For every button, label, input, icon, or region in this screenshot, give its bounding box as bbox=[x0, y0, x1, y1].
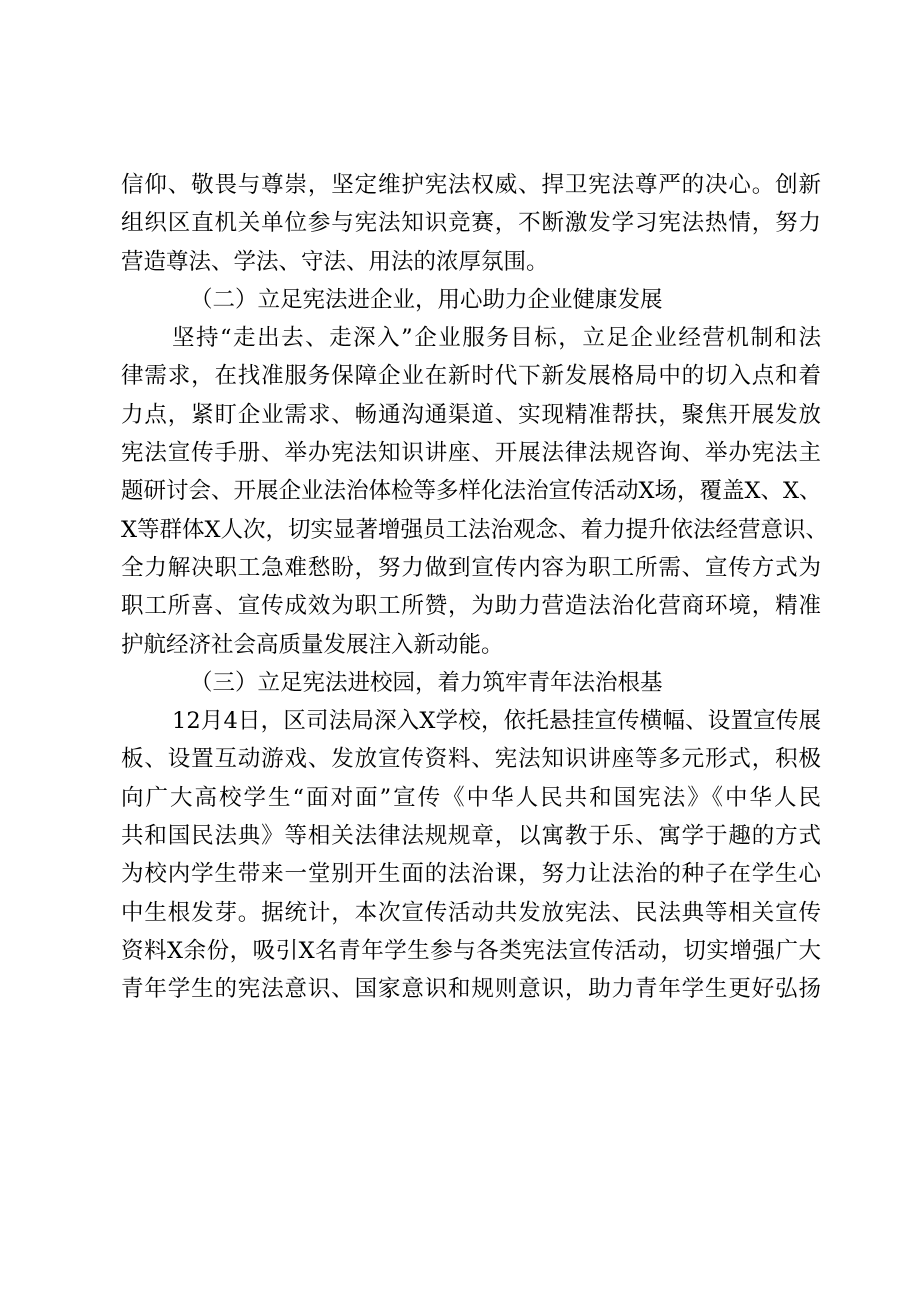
text-line: 宪法宣传手册、举办宪法知识讲座、开展法律法规咨询、举办宪法主 bbox=[121, 440, 821, 467]
text-line: 中生根发芽。据统计，本次宣传活动共发放宪法、民法典等相关宣传 bbox=[121, 899, 821, 926]
section-heading-enterprise: （二）立足宪法进企业，用心助力企业健康发展 bbox=[190, 286, 663, 313]
text-line: 为校内学生带来一堂别开生面的法治课，努力让法治的种子在学生心 bbox=[121, 861, 821, 888]
text-line: 信仰、敬畏与尊崇，坚定维护宪法权威、捍卫宪法尊严的决心。创新 bbox=[121, 172, 821, 198]
text-line: 资料X余份，吸引X名青年学生参与各类宪法宣传活动，切实增强广大 bbox=[121, 937, 821, 964]
text-line: X等群体X人次，切实显著增强员工法治观念、着力提升依法经营意识、 bbox=[121, 516, 829, 543]
section-heading-campus: （三）立足宪法进校园，着力筑牢青年法治根基 bbox=[190, 669, 663, 696]
text-line: 共和国民法典》等相关法律法规规章，以寓教于乐、寓学于趣的方式 bbox=[121, 823, 821, 850]
text-line: 坚持“走出去、走深入”企业服务目标，立足企业经营机制和法 bbox=[172, 325, 821, 352]
text-line: 护航经济社会高质量发展注入新动能。 bbox=[121, 631, 504, 658]
text-line: 律需求，在找准服务保障企业在新时代下新发展格局中的切入点和着 bbox=[121, 363, 821, 390]
paragraph-continuation bbox=[121, 166, 821, 281]
paragraph-enterprise bbox=[121, 319, 829, 664]
document-body bbox=[121, 166, 829, 1009]
text-line: 题研讨会、开展企业法治体检等多样化法治宣传活动X场，覆盖X、X、 bbox=[121, 478, 822, 505]
text-line: 向广大高校学生“面对面”宣传《中华人民共和国宪法》《中华人民 bbox=[121, 784, 821, 811]
text-line: 青年学生的宪法意识、国家意识和规则意识，助力青年学生更好弘扬 bbox=[121, 976, 821, 1003]
text-line: 力点，紧盯企业需求、畅通沟通渠道、实现精准帮扶，聚焦开展发放 bbox=[121, 401, 821, 428]
text-line: 12月4日，区司法局深入X学校，依托悬挂宣传横幅、设置宣传展 bbox=[172, 708, 821, 735]
text-line: 组织区直机关单位参与宪法知识竞赛，不断激发学习宪法热情，努力 bbox=[121, 210, 821, 237]
text-line: 营造尊法、学法、守法、用法的浓厚氛围。 bbox=[121, 248, 549, 275]
text-line: 职工所喜、宣传成效为职工所赞，为助力营造法治化营商环境，精准 bbox=[121, 593, 821, 620]
paragraph-campus bbox=[121, 702, 821, 1008]
text-line: 全力解决职工急难愁盼，努力做到宣传内容为职工所需、宣传方式为 bbox=[121, 554, 821, 581]
text-line: 板、设置互动游戏、发放宣传资料、宪法知识讲座等多元形式，积极 bbox=[121, 746, 821, 773]
